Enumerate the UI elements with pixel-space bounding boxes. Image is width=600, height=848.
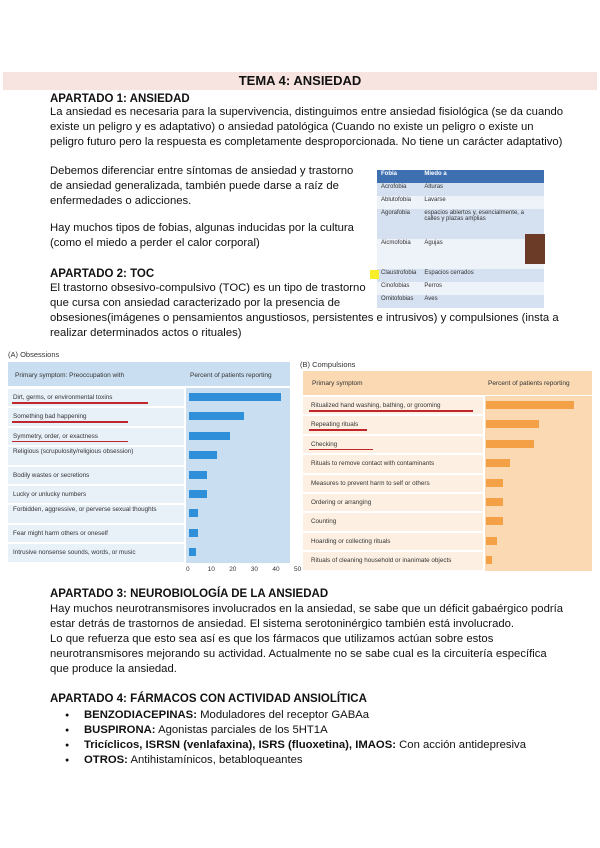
- highlight-underline: [12, 402, 148, 404]
- phobia-header: Fobia: [377, 170, 420, 183]
- list-item: [50, 723, 526, 738]
- text-line: peligro futuro pero la respuesta es completamente desproporcionada. No tiene un carácter adaptativo): [50, 136, 563, 148]
- section-2-heading: APARTADO 2: TOC: [50, 268, 155, 280]
- fear-cell: Lavarse: [420, 196, 544, 209]
- category-label: Checking: [311, 440, 338, 448]
- text-line: Hay muchos tipos de fobias, algunas inducidas por la cultura: [50, 222, 354, 234]
- highlight-underline: [309, 429, 367, 431]
- drug-class: OTROS:: [84, 754, 128, 766]
- category-label: Hoarding or collecting rituals: [311, 537, 391, 545]
- category-label: Measures to prevent harm to self or others: [311, 479, 430, 487]
- list-item: [50, 708, 526, 723]
- fear-cell: Perros: [420, 282, 544, 295]
- section-2-paragraph-1: [50, 281, 366, 311]
- section-1-paragraph-2: [50, 164, 353, 209]
- drug-class: BUSPIRONA:: [84, 724, 156, 736]
- text-line: de ansiedad generalizada, también puede darse a raíz de: [50, 180, 339, 192]
- chart-ylabel: Primary symptom: Preoccupation with: [15, 372, 125, 379]
- table-row: [377, 239, 544, 269]
- drug-class: Tricíclicos, ISRSN (venlafaxina), ISRS (fluoxetina), IMAOS:: [84, 739, 396, 751]
- category-label: Bodily wastes or secretions: [13, 471, 90, 479]
- text-line: Debemos diferenciar entre síntomas de ansiedad y trastorno: [50, 165, 354, 177]
- data-bar: [189, 451, 217, 459]
- data-bar: [486, 440, 534, 448]
- table-row: [377, 269, 544, 282]
- x-tick-label: 10: [207, 565, 215, 573]
- data-bar: [486, 556, 492, 564]
- category-label: Ordering or arranging: [311, 499, 372, 506]
- text-line: que cursa con ansiedad caracterizado por la presencia de: [50, 297, 341, 309]
- text-line: que produce la ansiedad.: [50, 663, 177, 675]
- drug-list: [50, 708, 526, 768]
- text-line: estar detrás de trastornos de ansiedad. El sistema serotoninérgico también está involucrado.: [50, 618, 515, 630]
- text-line: (como el miedo a perder el calor corporal): [50, 237, 260, 249]
- phobia-cell: Agorafobia: [377, 209, 420, 239]
- category-label: Rituals of cleaning household or inanimate objects: [311, 557, 452, 565]
- phobia-table: [377, 170, 544, 308]
- x-tick-label: 30: [250, 565, 259, 573]
- data-bar: [486, 479, 503, 487]
- chart-ylabel: Primary symptom: [312, 380, 363, 387]
- data-bar: [486, 401, 574, 409]
- phobia-cell: Aicmofobia: [377, 239, 420, 269]
- phobia-cell: Acrofobia: [377, 183, 420, 196]
- text-line: enfermedades o adicciones.: [50, 195, 192, 207]
- list-item: [50, 738, 526, 753]
- fear-cell: espacios abiertos y, esencialmente, a calles y plazas amplias: [420, 209, 544, 239]
- x-tick-label: 40: [272, 565, 280, 573]
- data-bar: [189, 471, 207, 479]
- table-row: [377, 295, 544, 308]
- text-line: existe un peligro y es adaptativo) o ansiedad patológica (Cuando no existe un peligro o existe un: [50, 121, 534, 133]
- category-label: Something bad happening: [13, 413, 87, 421]
- drug-description: Con acción antidepresiva: [396, 739, 526, 751]
- table-row: [377, 183, 544, 196]
- text-line: realizar determinados actos o rituales): [50, 327, 242, 339]
- drug-description: Agonistas parciales de los 5HT1A: [155, 724, 328, 736]
- chart-xlabel: Percent of patients reporting: [190, 372, 272, 379]
- x-tick-label: 50: [294, 565, 302, 573]
- data-bar: [189, 490, 207, 498]
- category-label: Fear might harm others or oneself: [13, 529, 108, 537]
- table-row: [377, 282, 544, 295]
- category-label: Dirt, germs, or environmental toxins: [13, 394, 113, 401]
- highlight-marker: [370, 270, 379, 279]
- data-bar: [189, 548, 196, 556]
- category-label: Repeating rituals: [311, 421, 359, 429]
- chart-title: (A) Obsessions: [8, 350, 60, 359]
- text-line: El trastorno obsesivo-compulsivo (TOC) es un tipo de trastorno: [50, 282, 366, 294]
- data-bar: [189, 412, 244, 420]
- text-line: Lo que refuerza que esto sea así es que los fármacos que utilizamos actúan sobre estos: [50, 633, 494, 645]
- section-1-paragraph-3: [50, 221, 354, 251]
- highlight-underline: [309, 449, 373, 451]
- text-line: neurotransmisores mejorando su actividad. Actualmente no se sabe cual es la circuitería específica: [50, 648, 547, 660]
- phobia-cell: Cinofobias: [377, 282, 420, 295]
- x-tick-label: 0: [186, 565, 190, 573]
- text-line: obsesiones(imágenes o pensamientos angustiosos, persistentes e intrusivos) y compulsiones (insta a: [50, 312, 559, 324]
- data-bar: [189, 393, 281, 401]
- fear-cell: Espacios cerrados: [420, 269, 544, 282]
- highlight-underline: [12, 441, 128, 443]
- portrait-photo: [525, 234, 545, 264]
- category-label: Counting: [311, 518, 337, 526]
- fear-header: Miedo a: [420, 170, 544, 183]
- data-bar: [189, 509, 198, 517]
- page-title: TEMA 4: ANSIEDAD: [3, 72, 597, 90]
- section-1-heading: APARTADO 1: ANSIEDAD: [50, 93, 190, 105]
- highlight-underline: [309, 410, 473, 412]
- phobia-cell: Ornitofobias: [377, 295, 420, 308]
- category-label: Forbidden, aggressive, or perverse sexual thoughts: [13, 506, 157, 514]
- phobia-cell: Claustrofobia: [377, 269, 420, 282]
- category-label: Ritualized hand washing, bathing, or grooming: [311, 402, 441, 409]
- x-tick-label: 20: [229, 565, 237, 573]
- data-bar: [486, 517, 503, 525]
- drug-description: Moduladores del receptor GABAa: [196, 709, 370, 721]
- compulsions-chart: [300, 359, 592, 571]
- category-label: Intrusive nonsense sounds, words, or music: [13, 549, 136, 557]
- fear-cell: Aves: [420, 295, 544, 308]
- section-1-paragraph-1: [50, 105, 563, 150]
- category-label: Rituals to remove contact with contaminants: [311, 460, 435, 468]
- data-bar: [486, 459, 510, 467]
- section-2-paragraph-2: [50, 311, 559, 341]
- section-3-heading: APARTADO 3: NEUROBIOLOGÍA DE LA ANSIEDAD: [50, 588, 329, 600]
- table-row: [377, 196, 544, 209]
- chart-title: (B) Compulsions: [300, 360, 356, 369]
- category-label: Religious (scrupulosity/religious obsession): [13, 448, 134, 456]
- data-bar: [189, 432, 230, 440]
- section-3-paragraph: [50, 602, 563, 677]
- category-label: Lucky or unlucky numbers: [13, 491, 87, 498]
- fear-cell: Agujas: [420, 239, 544, 269]
- data-bar: [486, 420, 539, 428]
- text-line: La ansiedad es necesaria para la supervivencia, distinguimos entre ansiedad fisiológica (se da cuando: [50, 106, 564, 118]
- highlight-underline: [12, 421, 128, 423]
- data-bar: [486, 537, 497, 545]
- text-line: Hay muchos neurotransmisores involucrados en la ansiedad, se sabe que un déficit gabaérgico podría: [50, 603, 564, 615]
- section-4-heading: APARTADO 4: FÁRMACOS CON ACTIVIDAD ANSIOLÍTICA: [50, 693, 367, 705]
- data-bar: [486, 498, 503, 506]
- fear-cell: Alturas: [420, 183, 544, 196]
- table-row: [377, 209, 544, 239]
- phobia-cell: Ablutofobia: [377, 196, 420, 209]
- drug-class: BENZODIACEPINAS:: [84, 709, 197, 721]
- data-bar: [189, 529, 198, 537]
- drug-description: Antihistamínicos, betabloqueantes: [127, 754, 303, 766]
- chart-xlabel: Percent of patients reporting: [488, 380, 570, 387]
- obsessions-chart: [8, 348, 302, 573]
- list-item: [50, 753, 526, 768]
- category-label: Symmetry, order, or exactness: [13, 432, 98, 440]
